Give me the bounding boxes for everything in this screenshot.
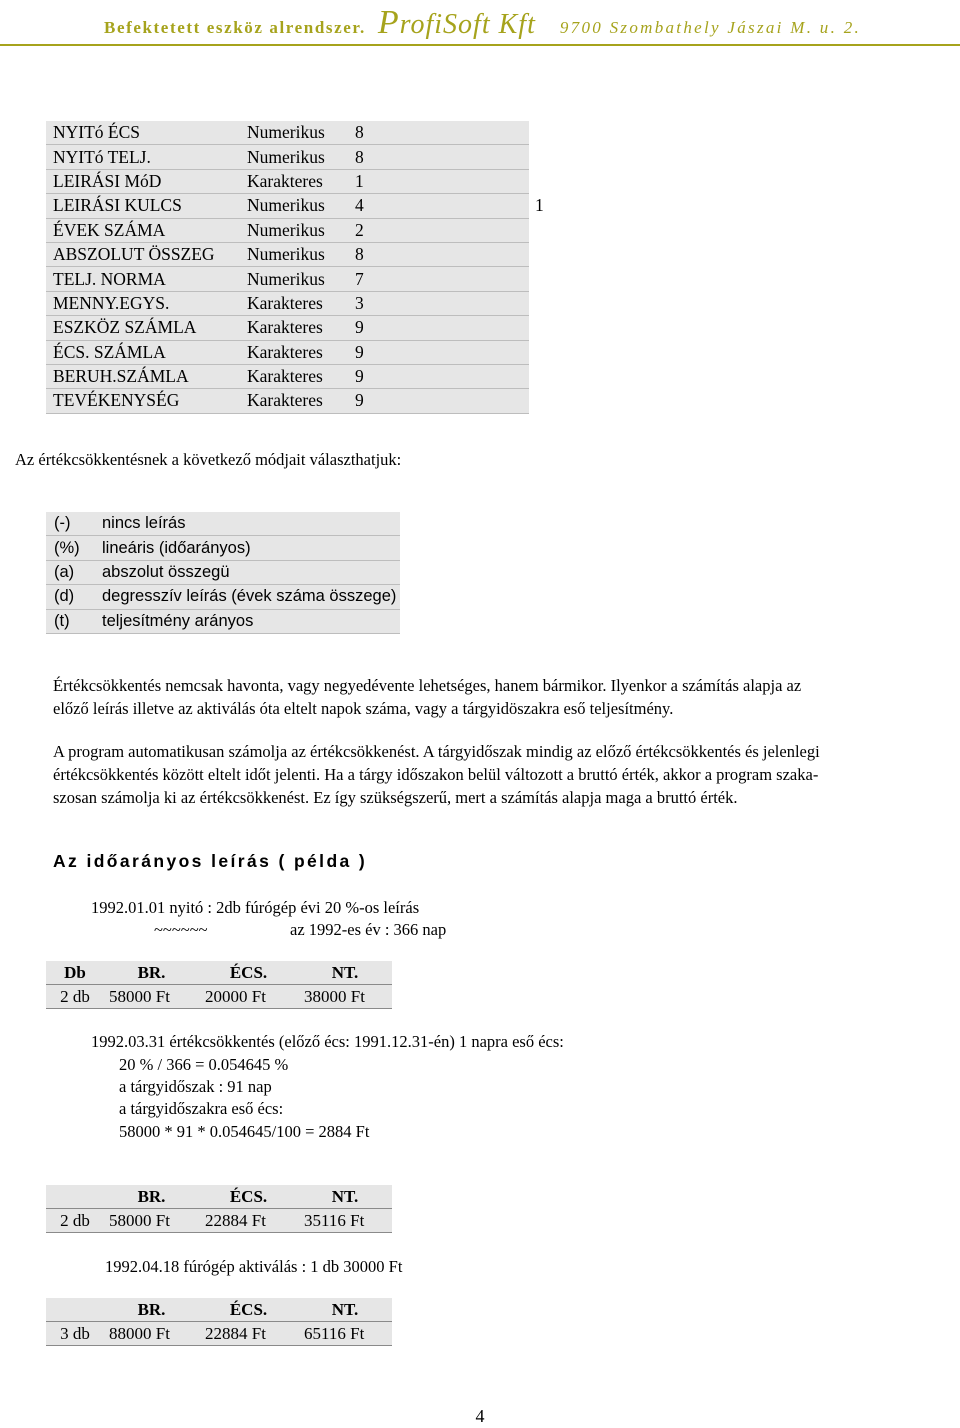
table-row xyxy=(46,985,392,1009)
table-cell: 58000 Ft xyxy=(104,1209,199,1233)
header-cell: BR. xyxy=(104,1185,199,1209)
header-cell: NT. xyxy=(298,961,392,985)
methods-table xyxy=(46,512,400,634)
paragraph-line: A program automatikusan számolja az értékcsökkenést. A tárgyidőszak mindig az előző értékcsökkentés és jelenlegi xyxy=(53,742,820,761)
method-row xyxy=(46,536,400,560)
header-cell: NT. xyxy=(298,1185,392,1209)
field-length-cell: 8 xyxy=(354,121,437,145)
company-logo xyxy=(377,4,536,41)
field-spacer-cell xyxy=(437,364,529,388)
logo-text: rofiSoft Kft xyxy=(399,9,536,40)
field-row xyxy=(46,121,544,145)
field-row xyxy=(46,389,544,413)
field-spacer-cell xyxy=(437,169,529,193)
field-type-cell: Numerikus xyxy=(247,145,354,169)
field-type-cell: Numerikus xyxy=(247,218,354,242)
field-name-cell: TELJ. NORMA xyxy=(46,267,247,291)
table-header-row xyxy=(46,961,392,985)
header-cell: ÉCS. xyxy=(199,1185,298,1209)
field-name-cell: NYITó TELJ. xyxy=(46,145,247,169)
example-heading: Az időarányos leírás ( példa ) xyxy=(53,851,368,871)
field-name-cell: LEIRÁSI KULCS xyxy=(46,194,247,218)
field-spacer-cell xyxy=(437,218,529,242)
field-type-cell: Karakteres xyxy=(247,316,354,340)
field-row xyxy=(46,218,544,242)
field-name-cell: NYITó ÉCS xyxy=(46,121,247,145)
table-cell: 22884 Ft xyxy=(199,1322,298,1346)
field-decimals-cell xyxy=(529,145,544,169)
method-code: (a) xyxy=(46,560,102,584)
method-code: (d) xyxy=(46,585,102,609)
header-cell: BR. xyxy=(104,961,199,985)
field-name-cell: TEVÉKENYSÉG xyxy=(46,389,247,413)
field-spacer-cell xyxy=(437,291,529,315)
calc-line: 58000 * 91 * 0.054645/100 = 2884 Ft xyxy=(119,1122,370,1141)
table-cell: 38000 Ft xyxy=(298,985,392,1009)
calc-line: a tárgyidőszak : 91 nap xyxy=(119,1077,272,1096)
method-code: (t) xyxy=(46,609,102,633)
table-cell: 2 db xyxy=(46,985,104,1009)
field-row xyxy=(46,291,544,315)
table-header-row xyxy=(46,1298,392,1322)
method-label: teljesítmény arányos xyxy=(102,609,400,633)
paragraph-line: Értékcsökkentés nemcsak havonta, vagy negyedévente lehetséges, hanem bármikor. Ilyenkor a számítás alapja az xyxy=(53,676,802,695)
header-cell: ÉCS. xyxy=(199,961,298,985)
paragraph-line: szosan számolja ki az értékcsökkenést. Ez így szükségszerű, mert a számítás alapja maga a bruttó érték. xyxy=(53,788,738,807)
field-name-cell: ABSZOLUT ÖSSZEG xyxy=(46,242,247,266)
field-decimals-cell xyxy=(529,121,544,145)
field-decimals-cell xyxy=(529,340,544,364)
field-type-cell: Numerikus xyxy=(247,194,354,218)
field-decimals-cell xyxy=(529,316,544,340)
field-spacer-cell xyxy=(437,389,529,413)
field-decimals-cell xyxy=(529,364,544,388)
field-decimals-cell xyxy=(529,389,544,413)
paragraph-1 xyxy=(53,674,923,720)
field-decimals-cell xyxy=(529,169,544,193)
page-number: 4 xyxy=(475,1406,485,1426)
logo-initial: P xyxy=(377,4,400,41)
example-line-1: 1992.01.01 nyitó : 2db fúrógép évi 20 %-os leírás xyxy=(91,898,420,917)
example-tilde: ~~~~~~ xyxy=(154,920,208,939)
method-row xyxy=(46,560,400,584)
calc-line: 20 % / 366 = 0.054645 % xyxy=(119,1055,289,1074)
value-table-3 xyxy=(46,1298,392,1346)
field-row xyxy=(46,145,544,169)
field-row xyxy=(46,242,544,266)
field-length-cell: 9 xyxy=(354,316,437,340)
header-address: 9700 Szombathely Jászai M. u. 2. xyxy=(559,18,862,37)
table-cell: 22884 Ft xyxy=(199,1209,298,1233)
header-cell: Db xyxy=(46,961,104,985)
field-decimals-cell xyxy=(529,267,544,291)
field-length-cell: 3 xyxy=(354,291,437,315)
table-cell: 35116 Ft xyxy=(298,1209,392,1233)
field-spacer-cell xyxy=(437,194,529,218)
field-decimals-cell: 1 xyxy=(535,195,544,216)
field-length-cell: 8 xyxy=(354,242,437,266)
field-type-cell: Numerikus xyxy=(247,267,354,291)
method-row xyxy=(46,512,400,536)
method-code: (%) xyxy=(46,536,102,560)
table-cell: 88000 Ft xyxy=(104,1322,199,1346)
field-row xyxy=(46,364,544,388)
field-length-cell: 4 xyxy=(354,194,437,218)
method-label: lineáris (időarányos) xyxy=(102,536,400,560)
field-row xyxy=(46,169,544,193)
field-type-cell: Karakteres xyxy=(247,291,354,315)
method-row xyxy=(46,609,400,633)
field-spacer-cell xyxy=(437,145,529,169)
calc-line: a tárgyidőszakra eső écs: xyxy=(119,1099,284,1118)
value-table-2 xyxy=(46,1185,392,1233)
header-cell xyxy=(46,1185,104,1209)
field-spacer-cell xyxy=(437,242,529,266)
paragraph-line: előző leírás illetve az aktiválás óta eltelt napok száma, vagy a tárgyidöszakra eső teljesítmény. xyxy=(53,699,674,718)
table-cell: 20000 Ft xyxy=(199,985,298,1009)
field-row xyxy=(46,194,544,218)
field-name-cell: LEIRÁSI MóD xyxy=(46,169,247,193)
table-cell: 58000 Ft xyxy=(104,985,199,1009)
header-title: Befektetett eszköz alrendszer. xyxy=(104,18,366,37)
field-length-cell: 7 xyxy=(354,267,437,291)
activation-line: 1992.04.18 fúrógép aktiválás : 1 db 30000 Ft xyxy=(105,1257,403,1276)
field-row xyxy=(46,267,544,291)
table-row xyxy=(46,1322,392,1346)
header-cell: ÉCS. xyxy=(199,1298,298,1322)
header-rule xyxy=(0,44,960,46)
field-spacer-cell xyxy=(437,340,529,364)
table-cell: 2 db xyxy=(46,1209,104,1233)
field-name-cell: ÉVEK SZÁMA xyxy=(46,218,247,242)
field-decimals-cell xyxy=(529,291,544,315)
field-length-cell: 9 xyxy=(354,364,437,388)
field-name-cell: ESZKÖZ SZÁMLA xyxy=(46,316,247,340)
field-type-cell: Karakteres xyxy=(247,340,354,364)
field-length-cell: 2 xyxy=(354,218,437,242)
paragraph-2 xyxy=(53,740,923,809)
table-row xyxy=(46,1209,392,1233)
field-spacer-cell xyxy=(437,267,529,291)
method-row xyxy=(46,585,400,609)
field-spacer-cell xyxy=(437,121,529,145)
table-header-row xyxy=(46,1185,392,1209)
field-type-cell: Karakteres xyxy=(247,169,354,193)
field-row xyxy=(46,340,544,364)
field-decimals-cell xyxy=(529,218,544,242)
header-cell: NT. xyxy=(298,1298,392,1322)
field-decimals-cell xyxy=(529,242,544,266)
paragraph-line: értékcsökkentés között eltelt időt jelenti. Ha a tárgy időszakon belül változott a bruttó érték, akkor a program szaka- xyxy=(53,765,819,784)
field-length-cell: 8 xyxy=(354,145,437,169)
field-name-cell: ÉCS. SZÁMLA xyxy=(46,340,247,364)
method-label: degresszív leírás (évek száma összege) xyxy=(102,585,400,609)
field-length-cell: 9 xyxy=(354,340,437,364)
value-table-1 xyxy=(46,961,392,1009)
field-spacer-cell xyxy=(437,316,529,340)
field-type-cell: Numerikus xyxy=(247,121,354,145)
method-label: abszolut összegü xyxy=(102,560,400,584)
field-table xyxy=(46,121,544,414)
field-type-cell: Karakteres xyxy=(247,364,354,388)
methods-intro: Az értékcsökkentésnek a következő módjait választhatjuk: xyxy=(15,450,402,469)
method-code: (-) xyxy=(46,512,102,536)
field-row xyxy=(46,316,544,340)
table-cell: 65116 Ft xyxy=(298,1322,392,1346)
field-type-cell: Numerikus xyxy=(247,242,354,266)
field-name-cell: MENNY.EGYS. xyxy=(46,291,247,315)
example-line-2: az 1992-es év : 366 nap xyxy=(290,920,447,939)
calc-intro: 1992.03.31 értékcsökkentés (előző écs: 1991.12.31-én) 1 napra eső écs: xyxy=(91,1032,564,1051)
header-cell: BR. xyxy=(104,1298,199,1322)
method-label: nincs leírás xyxy=(102,512,400,536)
field-type-cell: Karakteres xyxy=(247,389,354,413)
table-cell: 3 db xyxy=(46,1322,104,1346)
header-cell xyxy=(46,1298,104,1322)
page-header xyxy=(104,4,861,42)
field-length-cell: 9 xyxy=(354,389,437,413)
field-name-cell: BERUH.SZÁMLA xyxy=(46,364,247,388)
field-length-cell: 1 xyxy=(354,169,437,193)
